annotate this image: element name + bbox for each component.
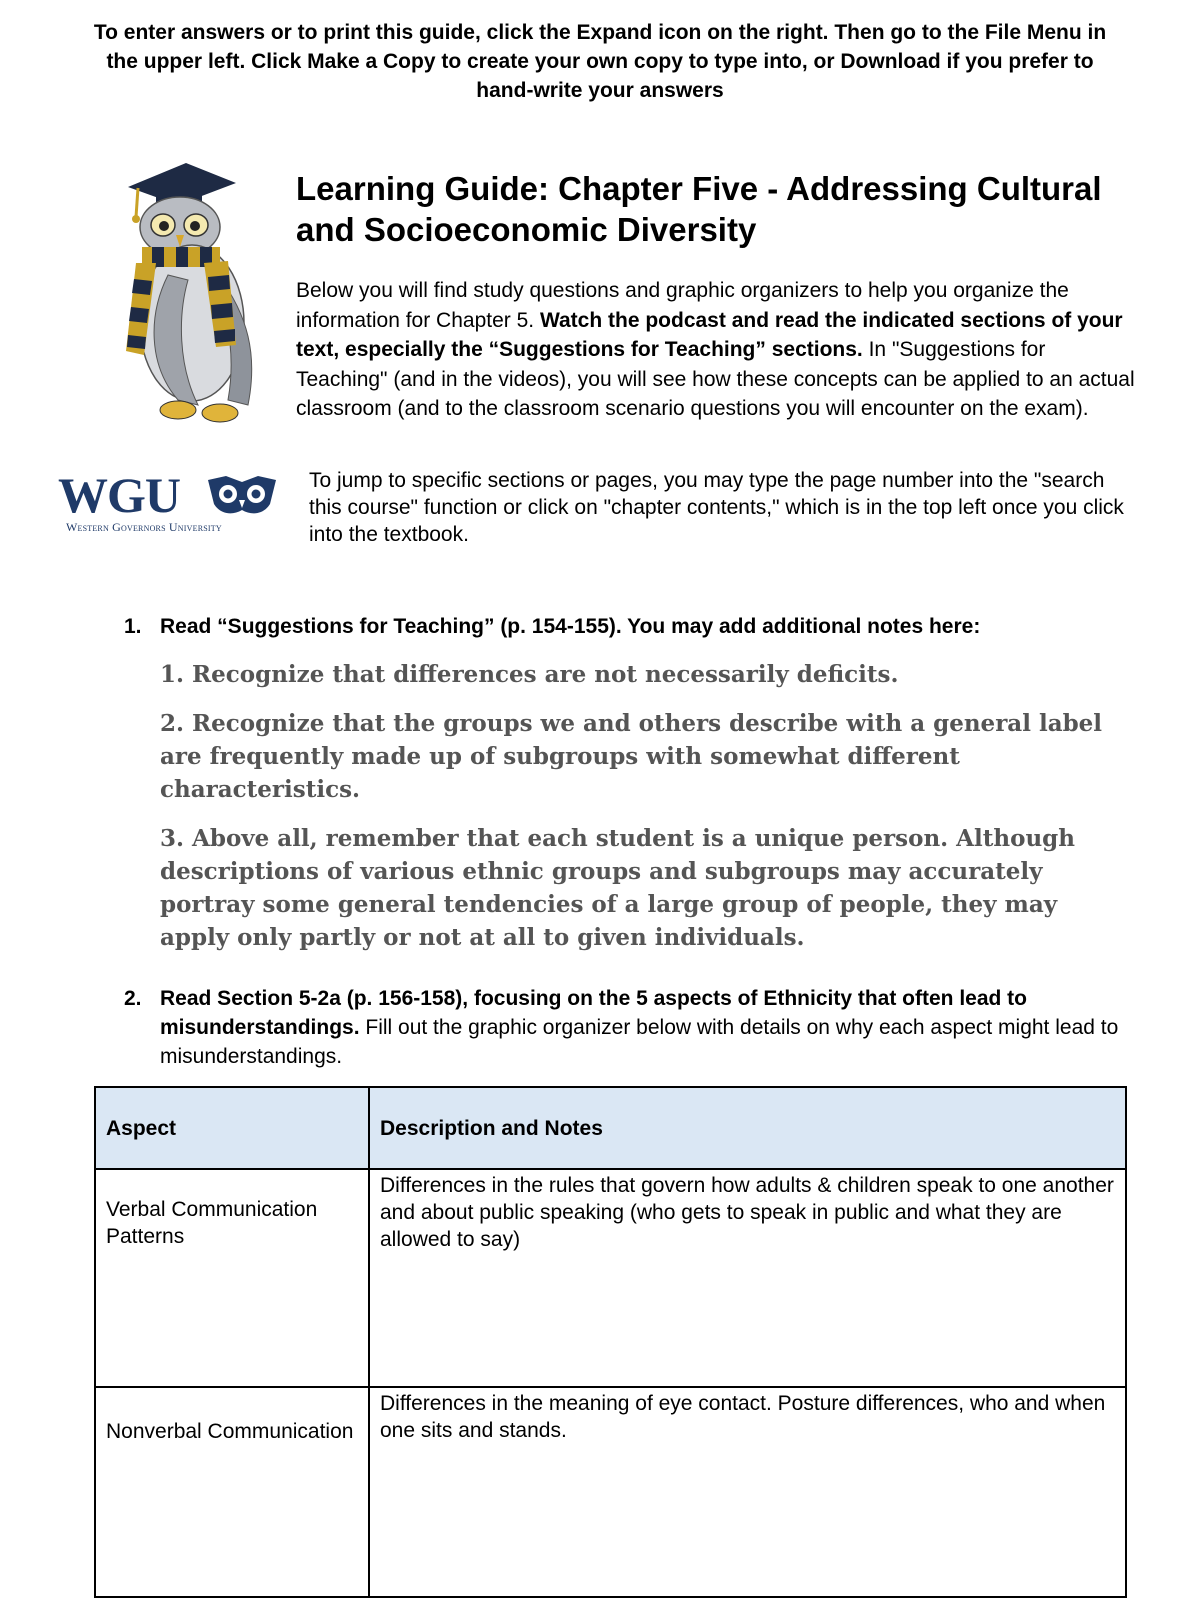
owl-logo-icon (206, 474, 278, 516)
aspect-cell: Verbal Communication Patterns (95, 1169, 369, 1387)
question-1 (124, 612, 1124, 641)
answer-item: 1. Recognize that differences are not necessarily deficits. (160, 661, 899, 688)
answer-item: 3. Above all, remember that each student is a unique person. Although descriptions of various ethnic groups and subgroups may accurately portray some general tendencies of a large group of people, they may apply only partly or not at all to given individuals. (160, 825, 1075, 951)
page-title: Learning Guide: Chapter Five - Addressing Cultural and Socioeconomic Diversity (296, 170, 1102, 248)
intro-text-continued: In "Suggestions for Teaching" (and in the videos), you will see how these concepts can be applied to an actual classroom (and to the classroom scenario questions you will encounter on the exam). (296, 338, 1135, 420)
answer-item: 2. Recognize that the groups we and others describe with a general label are frequently made up of subgroups with somewhat different characteristics. (160, 710, 1103, 803)
question-1-answers[interactable] (160, 658, 1120, 970)
question-number: 1. (124, 615, 142, 638)
intro-text: Below you will find study questions and graphic organizers to help you organize the information for Chapter 5. (296, 279, 1069, 332)
intro-emphasis: Watch the podcast and read the indicated sections of your text, especially the “Suggestions for Teaching” sections. (296, 308, 1123, 361)
wgu-wordmark: WGU (58, 467, 180, 523)
intro-paragraph (296, 276, 1136, 424)
graphic-organizer-table (94, 1086, 1127, 1598)
column-header-aspect: Aspect (95, 1087, 369, 1169)
question-2 (124, 984, 1124, 1071)
question-text (160, 984, 1122, 1071)
notes-cell[interactable]: Differences in the meaning of eye contact. Posture differences, who and when one sits and stands. (369, 1387, 1126, 1597)
aspect-cell: Nonverbal Communication (95, 1387, 369, 1597)
jump-note: To jump to specific sections or pages, you may type the page number into the "search this course" function or click on "chapter contents," which is in the top left once you click into the textbook. (309, 469, 1124, 546)
question-text-regular: Fill out the graphic organizer below with details on why each aspect might lead to misunderstandings. (160, 1016, 1119, 1068)
wgu-subtitle: Western Governors University (66, 520, 222, 534)
question-text: Read “Suggestions for Teaching” (p. 154-155). You may add additional notes here: (160, 615, 981, 638)
instructions-banner: To enter answers or to print this guide, click the Expand icon on the right. Then go to the File Menu in the upper left. Click Make a Copy to create your own copy to type into, or Download if you prefer to hand-write your answers (93, 21, 1107, 102)
table-header-row (95, 1087, 1126, 1169)
table-row (95, 1169, 1126, 1387)
question-text-bold: Read Section 5-2a (p. 156-158), focusing on the 5 aspects of Ethnicity that often lead to misunderstandings. (160, 987, 1027, 1039)
table-row (95, 1387, 1126, 1597)
column-header-description: Description and Notes (369, 1087, 1126, 1169)
question-number: 2. (124, 987, 142, 1010)
wgu-logo (58, 467, 283, 540)
notes-cell[interactable]: Differences in the rules that govern how adults & children speak to one another and about public speaking (who gets to speak in public and what they are allowed to say) (369, 1169, 1126, 1387)
owl-mascot-image (108, 155, 268, 430)
